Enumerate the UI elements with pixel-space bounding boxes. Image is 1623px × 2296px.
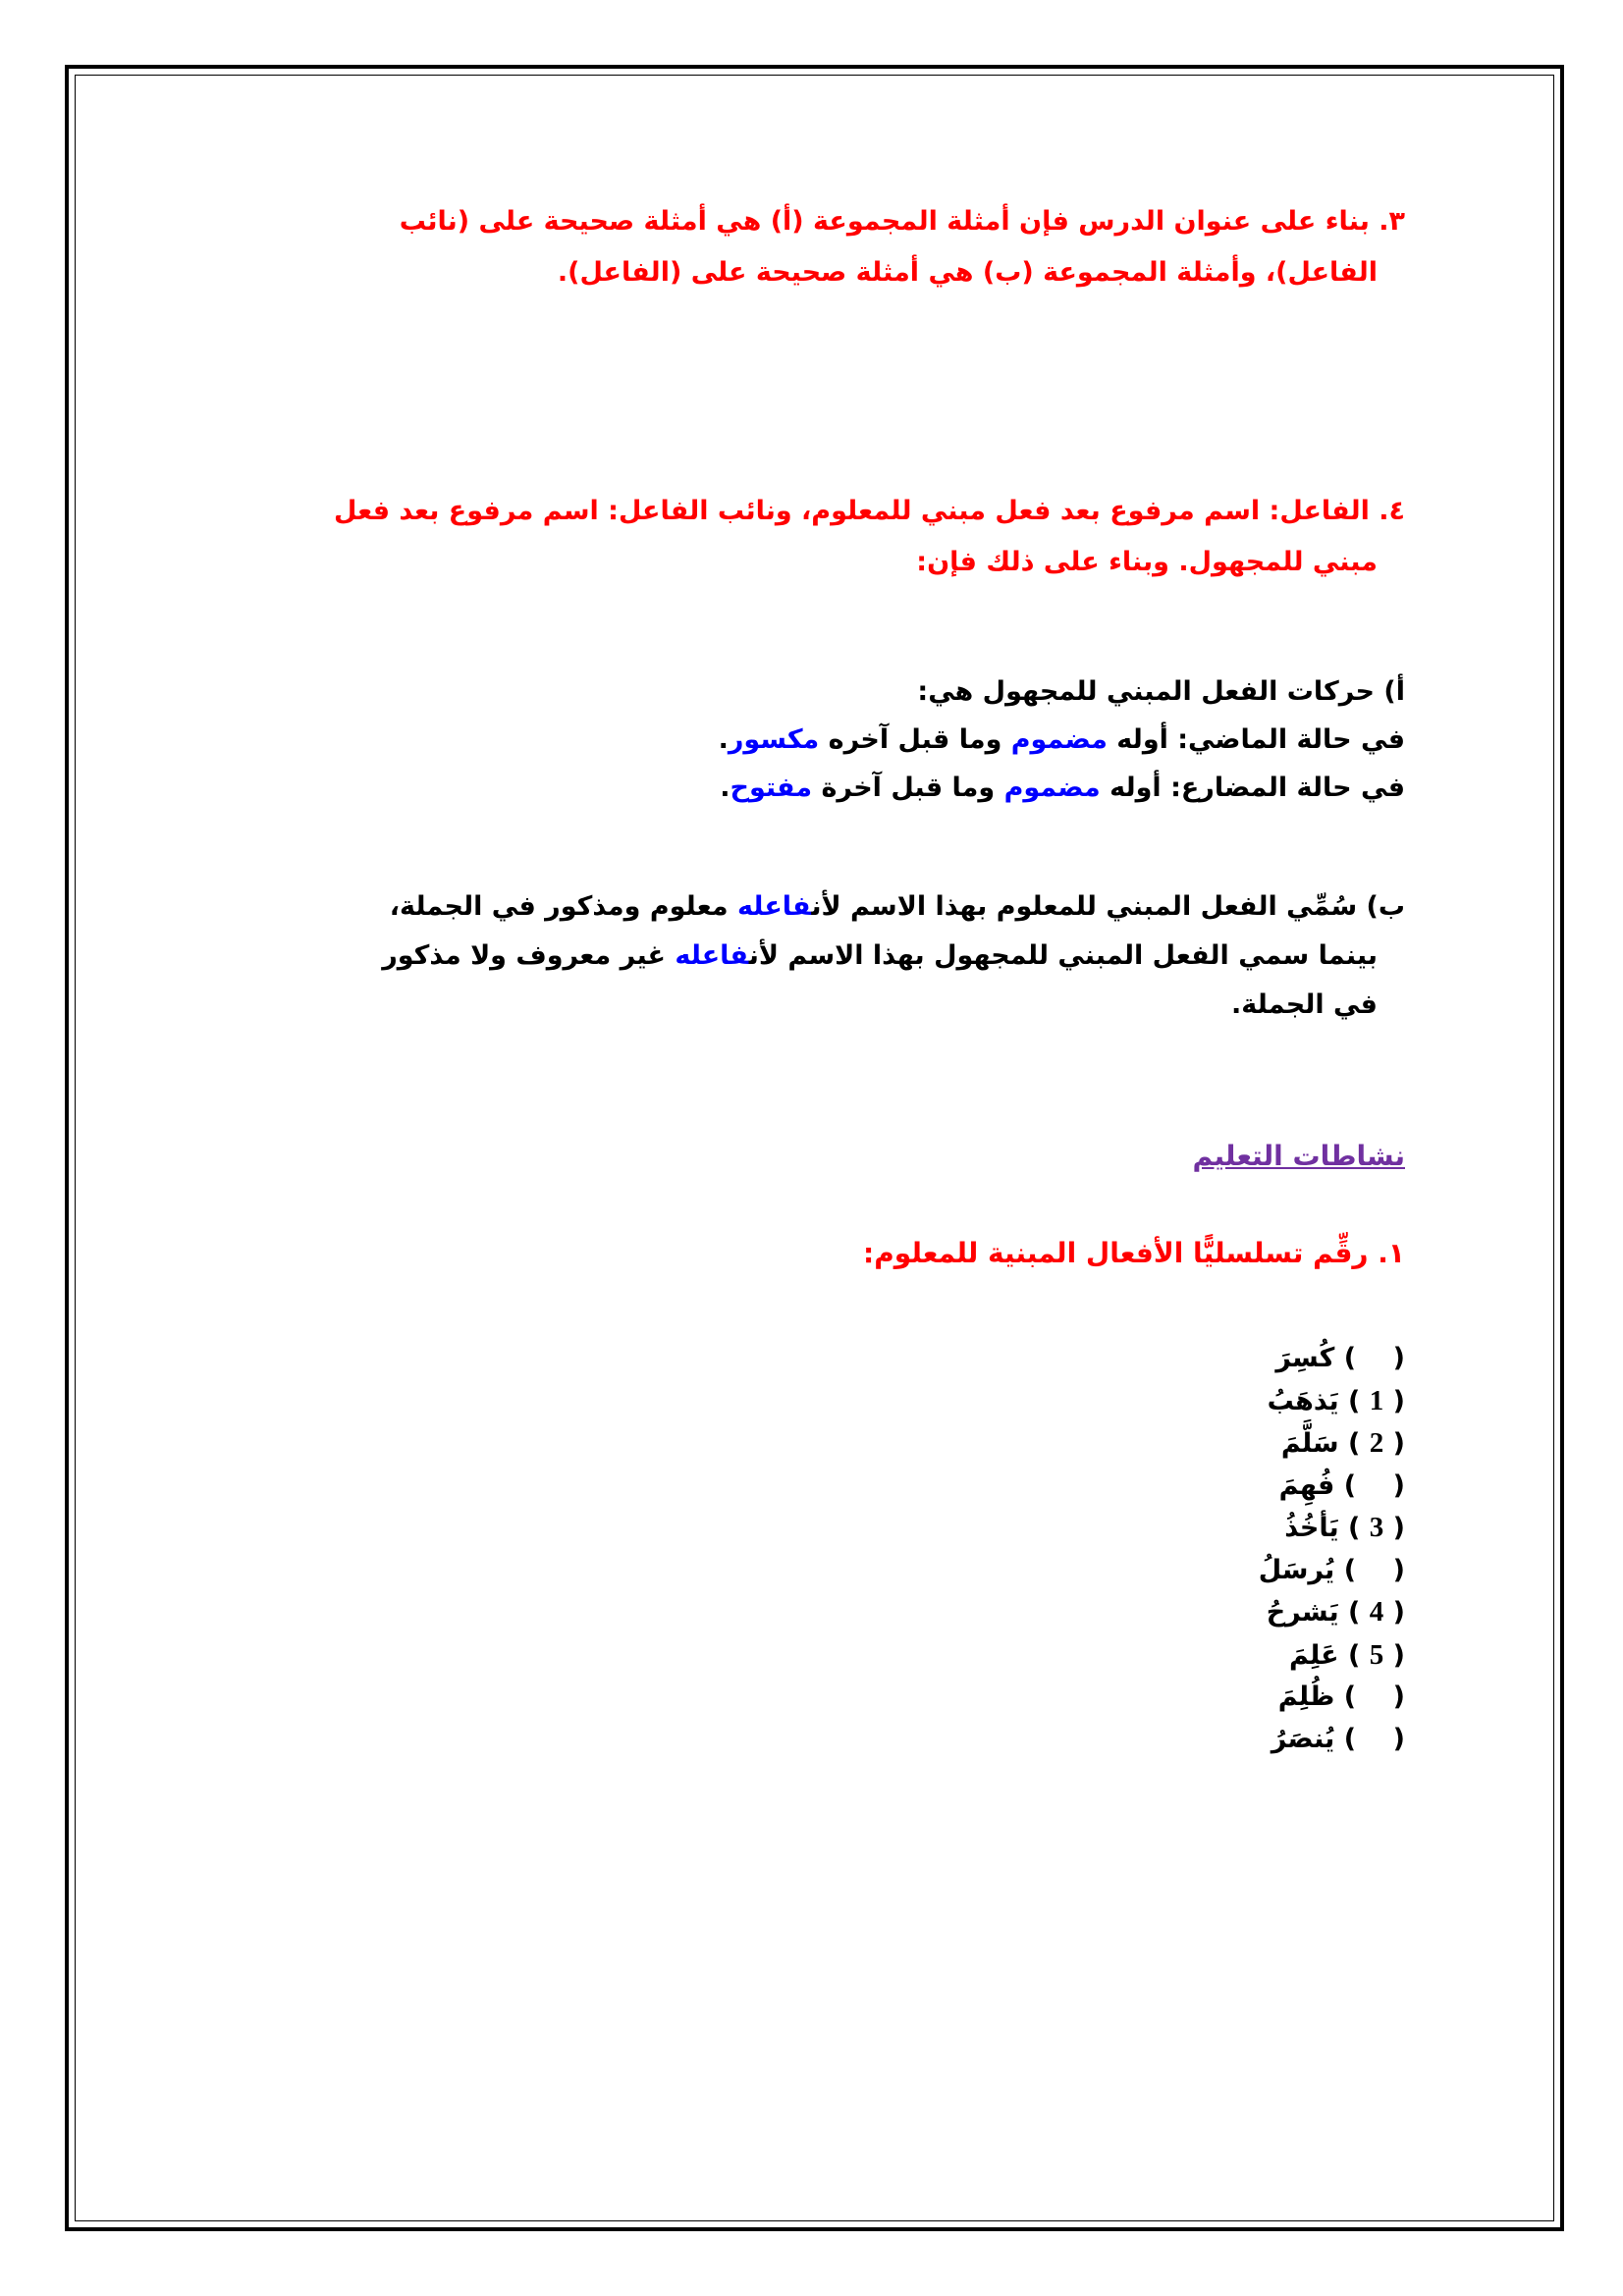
verb-word: سَلَّمَ [1280,1428,1348,1459]
verb-item [1259,1591,1405,1634]
part-b-text-2: معلوم ومذكور في الجملة، [389,891,737,922]
present-text-1: في حالة المضارع: أوله [1100,773,1405,803]
answer-blank: ( 4 ) [1348,1596,1405,1628]
verb-word: يَشرحُ [1266,1597,1348,1628]
answer-blank: ( 1 ) [1348,1384,1405,1416]
verb-item [1259,1507,1405,1550]
part-a-title: أ) حركات الفعل المبني للمجهول هي: [917,676,1405,707]
verb-list [1259,1338,1405,1760]
past-highlight-1: مضموم [1010,724,1108,755]
answer-blank: ( 3 ) [1348,1512,1405,1543]
answer-number: 5 [1369,1638,1384,1671]
answer-blank: ( ) [1343,1554,1405,1585]
verb-item [1259,1466,1405,1508]
verb-word: يُرسَلُ [1258,1554,1344,1585]
answer-number: 3 [1369,1512,1384,1543]
paragraph-3 [400,196,1405,298]
part-b-text-4: غير معروف ولا مذكور [382,940,676,971]
part-b-line-3: في الجملة. [1230,989,1378,1020]
paragraph-4-line-2: مبني للمجهول. وبناء على ذلك فإن: [916,547,1378,577]
verb-word: ظُلِمَ [1277,1682,1344,1712]
paragraph-4-line-1: ٤. الفاعل: اسم مرفوع بعد فعل مبني للمعلوم، ونائب الفاعل: اسم مرفوع بعد فعل [334,496,1405,526]
verb-word: يَأخُذُ [1284,1513,1348,1543]
activity-1-title: ١. رقِّم تسلسليًّا الأفعال المبنية للمعلوم: [863,1237,1405,1269]
present-text-2: وما قبل آخرة [812,773,1004,803]
answer-number: 2 [1369,1427,1384,1459]
part-b-line-2 [382,932,1405,981]
answer-blank: ( ) [1343,1682,1405,1712]
verb-word: يَذهَبُ [1267,1385,1348,1416]
part-a-past [719,716,1405,764]
past-text-1: في حالة الماضي: أوله [1107,724,1405,755]
paragraph-3-line-2: الفاعل)، وأمثلة المجموعة (ب) هي أمثلة صحيحة على (الفاعل). [557,257,1378,288]
part-b-highlight-1: فاعله [736,891,812,922]
answer-number: 1 [1369,1384,1384,1416]
part-a-present [719,764,1405,812]
verb-word: كُسِرَ [1275,1343,1344,1373]
verb-item [1259,1338,1405,1380]
answer-blank: ( ) [1343,1469,1405,1501]
verb-item [1259,1677,1405,1719]
past-text-2: وما قبل آخره [819,724,1011,755]
part-b [382,882,1405,1030]
part-b-text-3: بينما سمي الفعل المبني للمجهول بهذا الاسم لأن [748,940,1378,971]
past-text-3: . [718,724,729,755]
verb-item [1259,1550,1405,1592]
part-a [719,667,1405,812]
verb-word: فُهِمَ [1278,1469,1344,1501]
verb-item [1259,1422,1405,1466]
present-highlight-2: مفتوح [730,773,813,803]
answer-blank: ( 2 ) [1348,1427,1405,1459]
part-b-line-1 [382,882,1405,932]
part-b-highlight-2: فاعله [675,940,749,971]
verb-word: عَلِمَ [1288,1639,1348,1671]
paragraph-3-line-1: ٣. بناء على عنوان الدرس فإن أمثلة المجموعة (أ) هي أمثلة صحيحة على (نائب [399,206,1405,237]
verb-item [1259,1634,1405,1678]
paragraph-4 [334,486,1405,588]
part-b-text-1: ب) سُمِّي الفعل المبني للمعلوم بهذا الاسم لأن [811,891,1405,922]
answer-blank: ( ) [1343,1723,1405,1754]
present-highlight-1: مضموم [1003,773,1101,803]
answer-number: 4 [1369,1596,1384,1628]
answer-blank: ( ) [1343,1343,1405,1373]
verb-item [1259,1380,1405,1423]
verb-word: يُنصَرُ [1271,1723,1344,1754]
activities-heading: نشاطات التعليم [1192,1140,1405,1172]
past-highlight-2: مكسور [728,724,820,755]
present-text-3: . [720,773,730,803]
verb-item [1259,1719,1405,1761]
answer-blank: ( 5 ) [1348,1638,1405,1671]
